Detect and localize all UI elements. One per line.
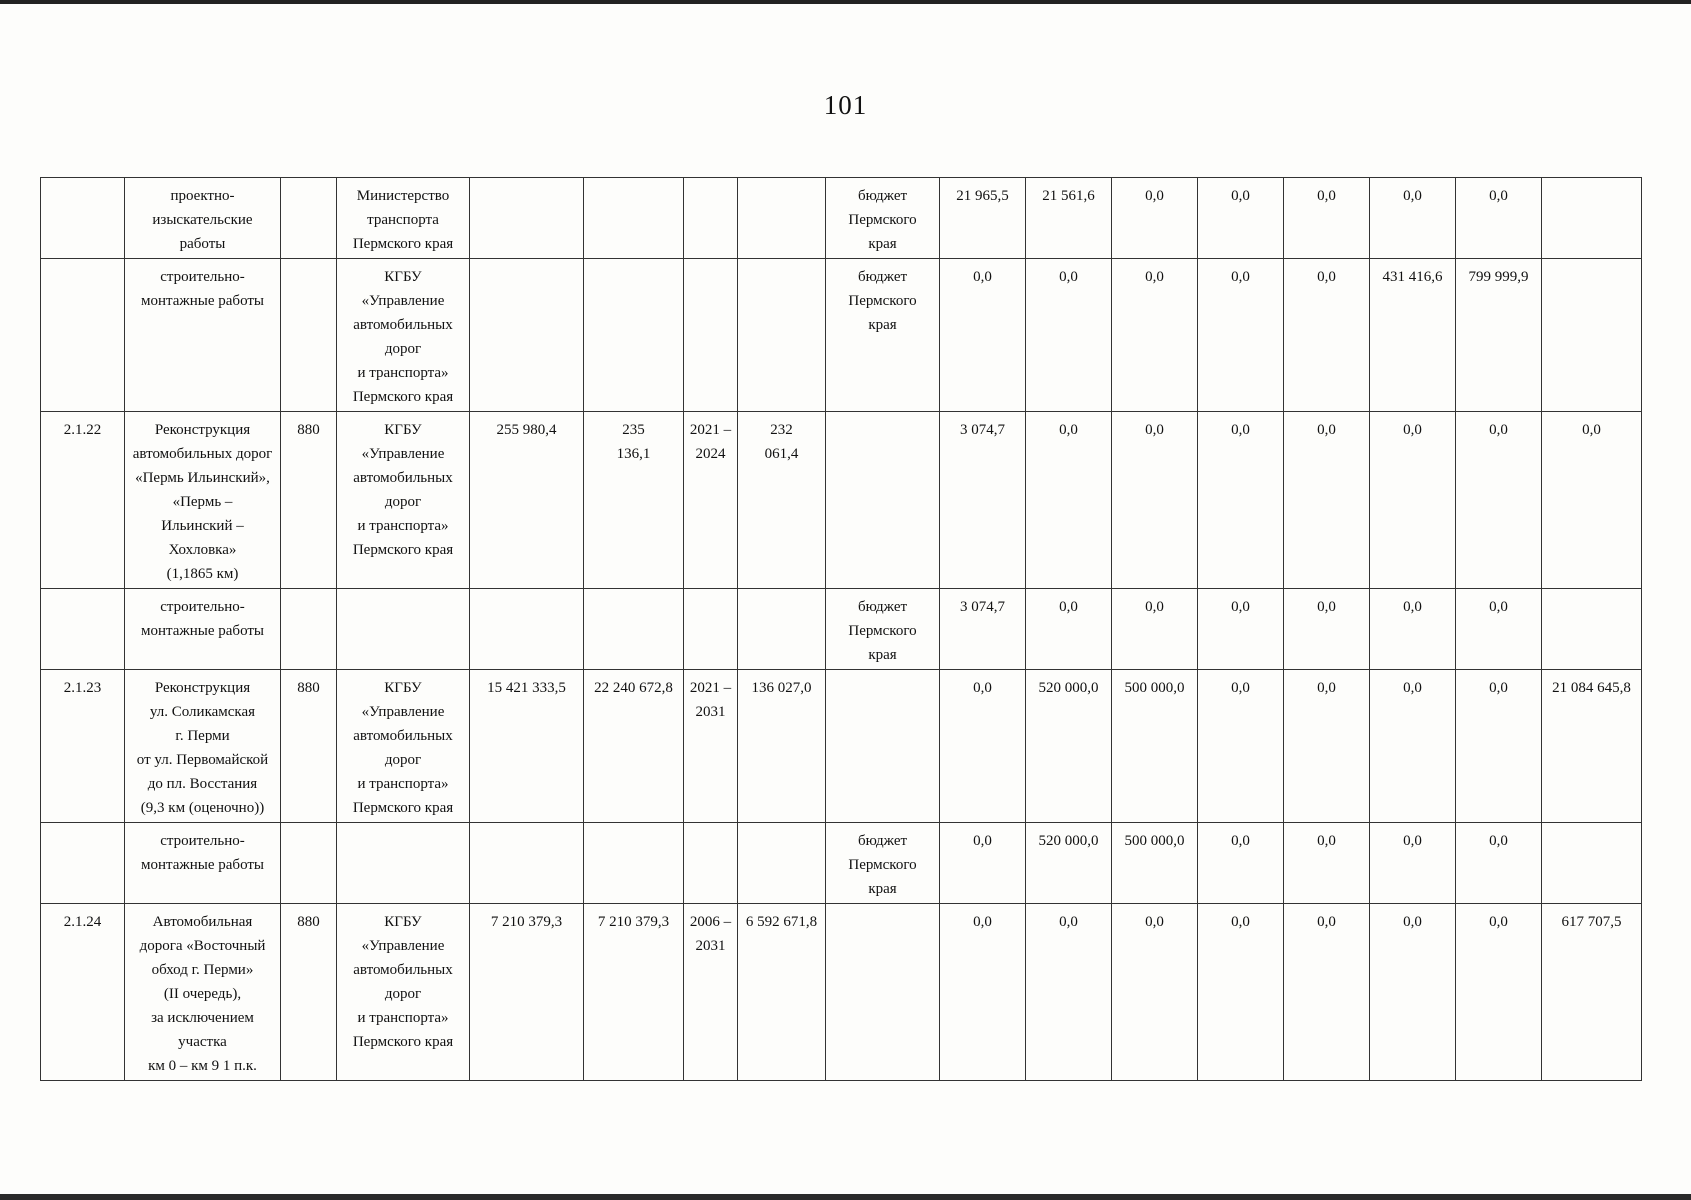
item-name-cell-line: строительно- [160,269,245,285]
executor-cell-line: транспорта [367,212,439,228]
item-name-cell [125,178,281,259]
value-3-cell [738,589,826,670]
value-1-cell-line: 7 210 379,3 [490,914,563,930]
executor-cell-line: автомобильных [353,470,453,486]
executor-cell-line: дорог [384,341,422,357]
year-4-cell: 0,0 [1198,412,1284,589]
item-name-cell-line: «Пермь Ильинский», [135,470,270,486]
year-7-cell: 0,0 [1456,670,1542,823]
value-3-cell-line: 232 [770,422,793,438]
value-2-cell-line: 235 [622,422,645,438]
executor-cell-line: Пермского края [352,800,454,816]
funding-source-cell [826,412,940,589]
executor-cell-line: и транспорта» [357,518,449,534]
year-5-cell: 0,0 [1284,589,1370,670]
value-1-cell [470,823,584,904]
value-1-cell [470,412,584,589]
executor-cell-line: и транспорта» [357,365,449,381]
item-name-cell-line: проектно- [170,188,235,204]
year-6-cell: 0,0 [1370,823,1456,904]
year-1-cell: 0,0 [940,823,1026,904]
value-3-cell-line: 061,4 [764,446,799,462]
executor-cell-line: Пермского края [352,542,454,558]
item-name-cell [125,670,281,823]
grbs-code-cell: 880 [281,670,337,823]
year-7-cell: 0,0 [1456,904,1542,1081]
year-5-cell: 0,0 [1284,904,1370,1081]
year-3-cell: 500 000,0 [1112,823,1198,904]
year-6-cell: 0,0 [1370,904,1456,1081]
funding-source-cell-line: Пермского [848,623,917,639]
value-3-cell [738,823,826,904]
period-cell-line: 2006 – [689,914,732,930]
executor-cell-line: дорог [384,494,422,510]
item-name-cell-line: за исключением [151,1010,254,1026]
grbs-code-cell [281,259,337,412]
executor-cell-line: «Управление [361,446,445,462]
funding-source-cell-line: Пермского [848,293,917,309]
period-cell [684,823,738,904]
year-1-cell: 21 965,5 [940,178,1026,259]
item-name-cell-line: «Пермь – [172,494,233,510]
funding-source-cell-line: бюджет [857,188,908,204]
year-7-cell: 0,0 [1456,823,1542,904]
funding-source-cell-line: края [868,317,897,333]
year-5-cell: 0,0 [1284,259,1370,412]
executor-cell-line: Пермского края [352,389,454,405]
item-name-cell [125,589,281,670]
year-3-cell: 500 000,0 [1112,670,1198,823]
year-8-cell [1542,589,1642,670]
item-name-cell [125,412,281,589]
value-1-cell [470,259,584,412]
period-cell-line: 2021 – [689,422,732,438]
funding-source-cell-line: бюджет [857,833,908,849]
year-7-cell: 0,0 [1456,412,1542,589]
item-code-cell: 2.1.22 [41,412,125,589]
value-1-cell-line: 15 421 333,5 [487,680,566,696]
item-name-cell-line: км 0 – км 9 1 п.к. [148,1058,257,1074]
table-row [41,823,1642,904]
item-code-cell: 2.1.23 [41,670,125,823]
year-8-cell [1542,178,1642,259]
item-code-cell [41,259,125,412]
item-name-cell-line: обход г. Перми» [151,962,254,978]
value-1-cell-line: 255 980,4 [496,422,557,438]
value-2-cell [584,904,684,1081]
year-8-cell: 21 084 645,8 [1542,670,1642,823]
executor-cell [337,823,470,904]
table-row [41,589,1642,670]
period-cell [684,259,738,412]
scan-top-edge [0,0,1691,4]
grbs-code-cell: 880 [281,904,337,1081]
value-2-cell-line: 22 240 672,8 [594,680,673,696]
year-3-cell: 0,0 [1112,589,1198,670]
executor-cell-line: КГБУ [384,422,422,438]
executor-cell [337,670,470,823]
grbs-code-cell: 880 [281,412,337,589]
year-6-cell: 0,0 [1370,412,1456,589]
executor-cell-line: Пермского края [352,1034,454,1050]
item-name-cell-line: Ильинский – [161,518,244,534]
year-2-cell: 520 000,0 [1026,823,1112,904]
funding-source-cell [826,259,940,412]
item-name-cell-line: Реконструкция [154,680,251,696]
value-2-cell [584,259,684,412]
item-name-cell-line: строительно- [160,833,245,849]
item-name-cell-line: (II очередь), [163,986,242,1002]
period-cell-line: 2031 [695,938,726,954]
executor-cell-line: и транспорта» [357,1010,449,1026]
period-cell [684,670,738,823]
item-name-cell-line: от ул. Первомайской [136,752,269,768]
executor-cell-line: автомобильных [353,317,453,333]
table-row [41,904,1642,1081]
item-name-cell-line: монтажные работы [140,623,265,639]
value-2-cell [584,589,684,670]
year-7-cell: 0,0 [1456,178,1542,259]
item-name-cell-line: Реконструкция [154,422,251,438]
item-name-cell-line: строительно- [160,599,245,615]
item-name-cell-line: монтажные работы [140,857,265,873]
period-cell-line: 2031 [695,704,726,720]
executor-cell-line: КГБУ [384,269,422,285]
year-7-cell: 799 999,9 [1456,259,1542,412]
value-3-cell [738,670,826,823]
year-2-cell: 520 000,0 [1026,670,1112,823]
year-2-cell: 0,0 [1026,589,1112,670]
value-1-cell [470,904,584,1081]
table-row [41,259,1642,412]
year-2-cell: 21 561,6 [1026,178,1112,259]
year-5-cell: 0,0 [1284,670,1370,823]
item-name-cell-line: дорога «Восточный [139,938,266,954]
year-6-cell: 0,0 [1370,178,1456,259]
executor-cell-line: «Управление [361,293,445,309]
value-2-cell [584,823,684,904]
value-1-cell [470,589,584,670]
year-4-cell: 0,0 [1198,589,1284,670]
funding-source-cell [826,670,940,823]
year-2-cell: 0,0 [1026,259,1112,412]
grbs-code-cell [281,178,337,259]
funding-source-cell-line: края [868,881,897,897]
year-5-cell: 0,0 [1284,823,1370,904]
executor-cell-line: автомобильных [353,728,453,744]
item-code-cell: 2.1.24 [41,904,125,1081]
year-1-cell: 3 074,7 [940,412,1026,589]
executor-cell [337,904,470,1081]
table-row [41,178,1642,259]
year-4-cell: 0,0 [1198,823,1284,904]
item-name-cell-line: участка [178,1034,227,1050]
page-number: 101 [823,90,868,120]
value-2-cell [584,178,684,259]
year-4-cell: 0,0 [1198,259,1284,412]
item-name-cell-line: (9,3 км (оценочно)) [140,800,265,816]
executor-cell [337,412,470,589]
period-cell [684,589,738,670]
item-name-cell-line: работы [179,236,226,252]
year-3-cell: 0,0 [1112,904,1198,1081]
year-3-cell: 0,0 [1112,259,1198,412]
grbs-code-cell [281,823,337,904]
funding-source-cell [826,904,940,1081]
year-6-cell: 431 416,6 [1370,259,1456,412]
item-name-cell-line: Хохловка» [168,542,237,558]
item-name-cell-line: автомобильных дорог [132,446,273,462]
funding-source-cell-line: края [868,236,897,252]
item-name-cell-line: монтажные работы [140,293,265,309]
executor-cell-line: КГБУ [384,914,422,930]
value-3-cell-line: 136 027,0 [751,680,812,696]
year-4-cell: 0,0 [1198,178,1284,259]
executor-cell-line: Пермского края [352,236,454,252]
year-8-cell: 617 707,5 [1542,904,1642,1081]
item-name-cell-line: (1,1865 км) [166,566,239,582]
year-6-cell: 0,0 [1370,589,1456,670]
value-3-cell [738,412,826,589]
value-3-cell-line: 6 592 671,8 [745,914,818,930]
funding-source-cell-line: Пермского [848,212,917,228]
executor-cell-line: автомобильных [353,962,453,978]
program-table [40,177,1642,1081]
table-row [41,670,1642,823]
item-name-cell-line: ул. Соликамская [149,704,256,720]
year-8-cell [1542,823,1642,904]
value-1-cell [470,670,584,823]
year-5-cell: 0,0 [1284,178,1370,259]
executor-cell-line: дорог [384,752,422,768]
value-3-cell [738,178,826,259]
year-6-cell: 0,0 [1370,670,1456,823]
year-4-cell: 0,0 [1198,670,1284,823]
value-1-cell [470,178,584,259]
year-2-cell: 0,0 [1026,904,1112,1081]
funding-source-cell [826,823,940,904]
year-1-cell: 0,0 [940,259,1026,412]
executor-cell-line: «Управление [361,704,445,720]
executor-cell [337,178,470,259]
item-name-cell [125,259,281,412]
period-cell [684,412,738,589]
funding-source-cell [826,589,940,670]
year-2-cell: 0,0 [1026,412,1112,589]
year-5-cell: 0,0 [1284,412,1370,589]
item-code-cell [41,589,125,670]
value-3-cell [738,259,826,412]
funding-source-cell-line: бюджет [857,269,908,285]
executor-cell-line: «Управление [361,938,445,954]
year-4-cell: 0,0 [1198,904,1284,1081]
year-8-cell [1542,259,1642,412]
year-1-cell: 3 074,7 [940,589,1026,670]
item-name-cell-line: до пл. Восстания [147,776,258,792]
period-cell [684,904,738,1081]
executor-cell [337,589,470,670]
item-name-cell [125,823,281,904]
executor-cell [337,259,470,412]
item-name-cell-line: изыскательские [152,212,253,228]
period-cell [684,178,738,259]
item-name-cell-line: Автомобильная [152,914,253,930]
grbs-code-cell [281,589,337,670]
period-cell-line: 2024 [695,446,726,462]
year-3-cell: 0,0 [1112,412,1198,589]
funding-source-cell-line: Пермского [848,857,917,873]
item-name-cell [125,904,281,1081]
funding-source-cell-line: края [868,647,897,663]
item-code-cell [41,823,125,904]
year-7-cell: 0,0 [1456,589,1542,670]
executor-cell-line: и транспорта» [357,776,449,792]
funding-source-cell [826,178,940,259]
executor-cell-line: дорог [384,986,422,1002]
executor-cell-line: КГБУ [384,680,422,696]
value-2-cell-line: 136,1 [616,446,651,462]
table-row [41,412,1642,589]
year-8-cell: 0,0 [1542,412,1642,589]
executor-cell-line: Министерство [356,188,450,204]
year-1-cell: 0,0 [940,670,1026,823]
funding-source-cell-line: бюджет [857,599,908,615]
value-2-cell [584,670,684,823]
item-name-cell-line: г. Перми [175,728,230,744]
value-2-cell [584,412,684,589]
value-3-cell [738,904,826,1081]
year-1-cell: 0,0 [940,904,1026,1081]
scan-bottom-edge [0,1194,1691,1200]
period-cell-line: 2021 – [689,680,732,696]
value-2-cell-line: 7 210 379,3 [597,914,670,930]
year-3-cell: 0,0 [1112,178,1198,259]
item-code-cell [41,178,125,259]
